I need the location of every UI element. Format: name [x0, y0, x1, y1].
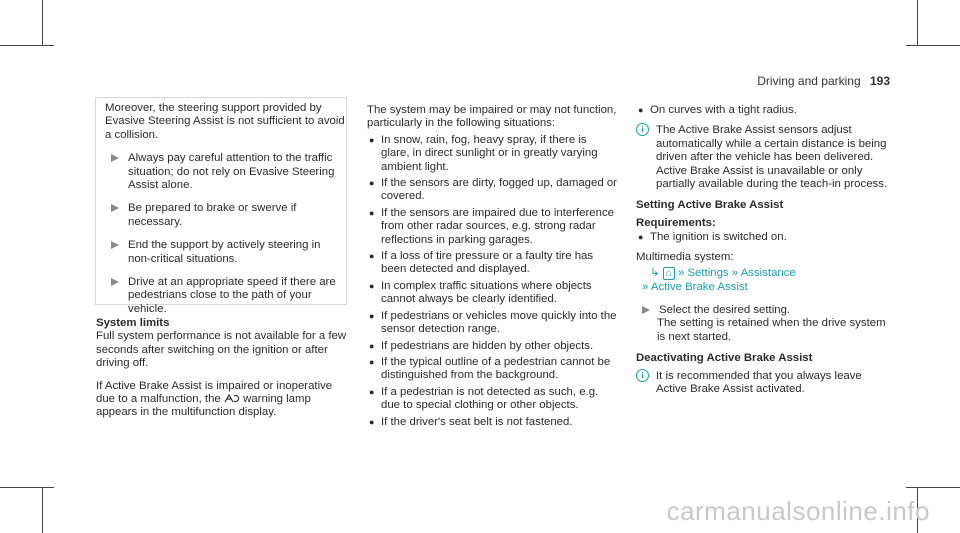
menu-path [636, 267, 888, 295]
right-column [636, 104, 888, 404]
system-limits-section [96, 317, 348, 429]
setting-title: Setting Active Brake Assist [636, 199, 784, 212]
middle-column [367, 104, 617, 432]
settings-link[interactable]: Settings [687, 267, 729, 280]
crop-mark [42, 0, 43, 46]
list-item: ● In complex traffic situations where objects cannot always be clearly identified. [369, 279, 592, 306]
section-title: Driving and parking [757, 74, 861, 88]
box-intro: Moreover, the steering support provided by Evasive Steering Assist is not sufficient to avoid a collision. [105, 102, 345, 141]
step-triangle-icon [111, 241, 119, 249]
home-icon[interactable]: ⌂ [663, 267, 675, 280]
list-item: ● The ignition is switched on. [638, 231, 787, 244]
step-triangle-icon [111, 204, 119, 212]
list-item: ● If the sensors are impaired due to interference from other radar sources, e.g. strong radar reflections in parking garages. [369, 206, 615, 246]
crop-mark [0, 487, 54, 488]
step-item: Select the desired setting. [636, 304, 888, 317]
list-item: ● If a pedestrian is not detected as such, e.g. due to special clothing or other objects. [369, 385, 599, 412]
step-triangle-icon [111, 278, 119, 286]
list-item: ● If the typical outline of a pedestrian cannot be distinguished from the background. [369, 355, 611, 382]
watermark: carmanualsonline.info [666, 496, 930, 526]
step-item: Be prepared to brake or swerve if necessary. [105, 202, 346, 229]
crop-mark [42, 487, 43, 533]
requirements-title: Requirements: [636, 216, 716, 229]
step-item: Always pay careful attention to the traffic situation; do not rely on Evasive Steering Assist alone. [105, 152, 346, 192]
list-item: ● If a loss of tire pressure or a faulty tire has been detected and displayed. [369, 250, 594, 276]
crop-mark [906, 487, 960, 488]
page-number: 193 [869, 74, 890, 88]
list-item: ● On curves with a tight radius. [638, 104, 797, 116]
deactivating-title: Deactivating Active Brake Assist [636, 352, 813, 365]
system-limits-title: System limits [96, 317, 170, 329]
page-header [757, 74, 890, 88]
warning-box [95, 97, 347, 315]
info-icon: i [636, 123, 649, 136]
step-item: End the support by actively steering in non-critical situations. [105, 239, 346, 266]
info-icon: i [636, 369, 649, 382]
middle-intro: The system may be impaired or may not function, particularly in the following situations: [367, 104, 617, 130]
assistance-link[interactable]: Assistance [740, 267, 796, 280]
brake-warning-icon [224, 393, 240, 403]
system-limits-text: Full system performance is not available for a few seconds after switching on the ignition or after driving off. [96, 330, 347, 370]
list-item: ● If pedestrians are hidden by other objects. [369, 339, 594, 352]
multimedia-label: Multimedia system: [636, 250, 734, 263]
list-item: ● In snow, rain, fog, heavy spray, if there is glare, in direct sunlight or in greatly varying ambient light. [369, 133, 598, 173]
crop-mark [906, 45, 960, 46]
list-item: ● If the driver's seat belt is not fastened. [369, 415, 573, 428]
crop-mark [0, 45, 54, 46]
list-item: ● If the sensors are dirty, fogged up, damaged or covered. [369, 177, 617, 203]
step-item: Drive at an appropriate speed if there are pedestrians close to the path of your vehicle. [105, 276, 346, 316]
step-triangle-icon [111, 154, 119, 162]
chevron-icon: » [677, 267, 685, 280]
active-brake-assist-link[interactable]: Active Brake Assist [650, 281, 748, 294]
note: i It is recommended that you always leave Active Brake Assist activated. [636, 370, 888, 397]
step-result: The setting is retained when the drive system is next started. [657, 317, 886, 343]
crop-mark [917, 0, 918, 46]
impaired-text: If Active Brake Assist is impaired or inoperative due to a malfunction, the warning lamp appears in the multifunction display. [96, 379, 333, 419]
arrow-icon: ↳ [650, 267, 660, 280]
chevron-icon: » [731, 267, 739, 280]
note: i The Active Brake Assist sensors adjust automatically while a certain distance is being driven after the vehicle has been delivered. Active Brake Assist is unavailable or only partially available during the teach-in process. [636, 124, 888, 191]
list-item: ● If pedestrians or vehicles move quickly into the sensor detection range. [369, 309, 617, 336]
step-triangle-icon [642, 306, 650, 314]
chevron-icon: » [642, 281, 649, 294]
